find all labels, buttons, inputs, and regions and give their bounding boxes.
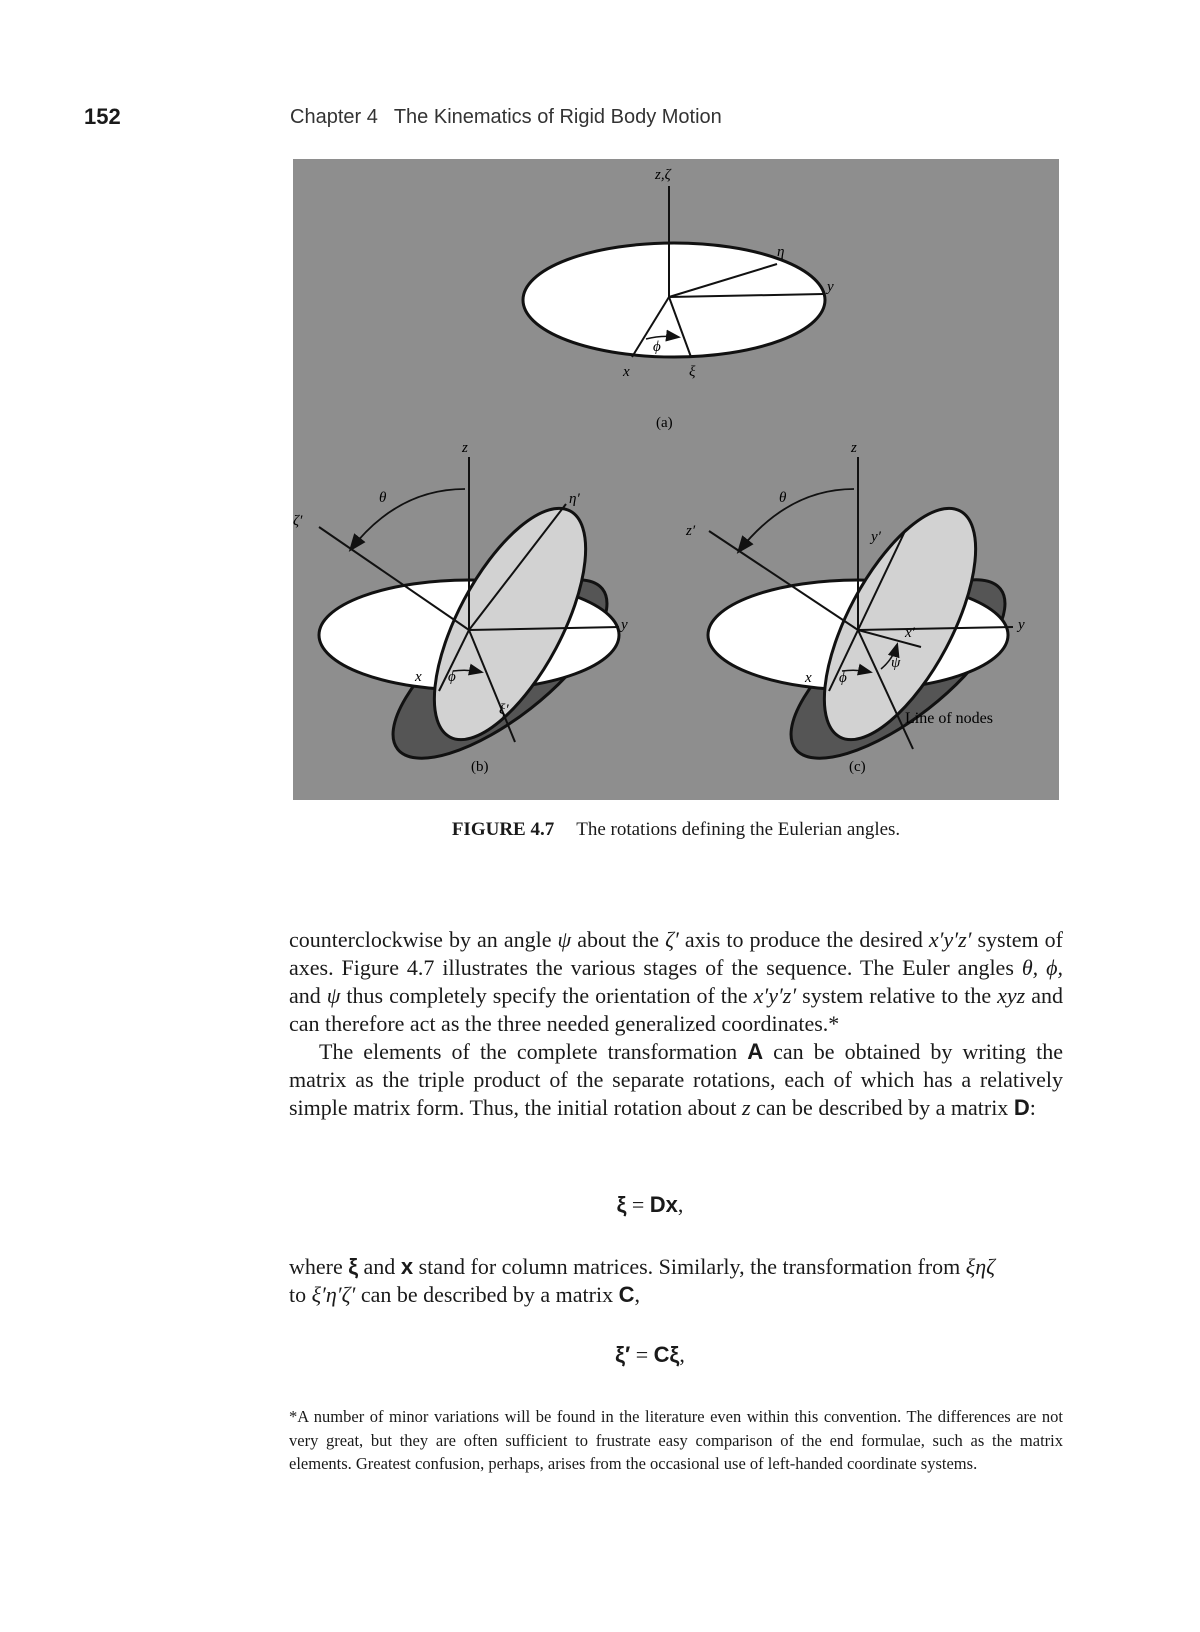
label-c-theta: θ [779,490,787,506]
label-a-phi: ϕ [653,339,661,355]
label-a-eta: η [777,244,785,260]
label-c-z: z [851,440,857,456]
label-panel-c: (c) [849,759,866,775]
label-b-x: x [415,669,422,685]
page-number: 152 [84,104,121,129]
label-panel-b: (b) [471,759,489,775]
chapter-label: Chapter 4 [290,106,378,128]
label-c-x-prime: x′ [905,625,915,641]
chapter-title: The Kinematics of Rigid Body Motion [393,106,722,128]
label-a-xi: ξ [689,364,696,380]
footnote: *A number of minor variations will be found in the literature even within this convention. The differences are not very great, but they are often sufficient to frustrate easy comparison of the end formulae, such as the matrix elements. Greatest confusion, perhaps, arises from the occasional use of left-handed coordinate systems. [289,1407,1063,1473]
label-a-x: x [623,364,630,380]
label-c-x: x [805,670,812,686]
figure-caption [293,819,1059,841]
equation-xi-prime-cxi: ξ′ = Cξ, [615,1342,685,1367]
figure-caption-text: The rotations defining the Eulerian angles. [576,819,901,840]
label-b-z: z [462,440,468,456]
label-line-of-nodes: Line of nodes [905,710,993,727]
running-head [290,106,722,129]
body-paragraph-2: The elements of the complete transformation A can be obtained by writing the matrix as the triple product of the separate rotations, each of which has a relatively simple matrix form. Thus, the initial rotation about z can be described by a matrix D: [289,1039,1063,1120]
label-a-z-zeta: z,ζ [655,167,671,183]
label-b-phi: ϕ [448,669,456,685]
label-c-phi: ϕ [839,670,847,686]
label-c-z-prime: z′ [686,523,696,539]
label-b-zeta-prime: ζ′ [293,513,303,529]
label-panel-a: (a) [656,415,673,431]
label-c-psi: ψ [891,655,901,671]
label-b-xi-prime: ξ′ [499,702,509,718]
label-c-y-prime: y′ [871,529,881,545]
label-b-y: y [621,617,628,633]
label-a-y: y [827,279,834,295]
label-c-y: y [1018,617,1025,633]
figure-number: FIGURE 4.7 [451,819,555,840]
equation-xi-dx: ξ = Dx, [616,1192,684,1217]
label-b-theta: θ [379,490,387,506]
euler-angles-figure [293,159,1059,800]
body-paragraph-3: where ξ and x stand for column matrices. Similarly, the transformation from ξηζ to ξ′η′ζ′ can be described by a matrix C, [289,1254,996,1307]
panel-a-plane [523,243,825,357]
label-b-eta-prime: η′ [569,491,580,507]
body-paragraph-1: counterclockwise by an angle ψ about the ζ′ axis to produce the desired x′y′z′ system of axes. Figure 4.7 illustrates the various stages of the sequence. The Euler angles θ, ϕ, and ψ thus completely specify the orientation of the x′y′z′ system relative to the xyz and can therefore act as the three needed generalized coordinates.* The elements of the complete transformation A can be obtained by writing the matrix as the triple product of the separate rotations, each of which has a relatively simple matrix form. Thus, the initial rotation about z can be described by a matrix D: [289,927,1063,1120]
